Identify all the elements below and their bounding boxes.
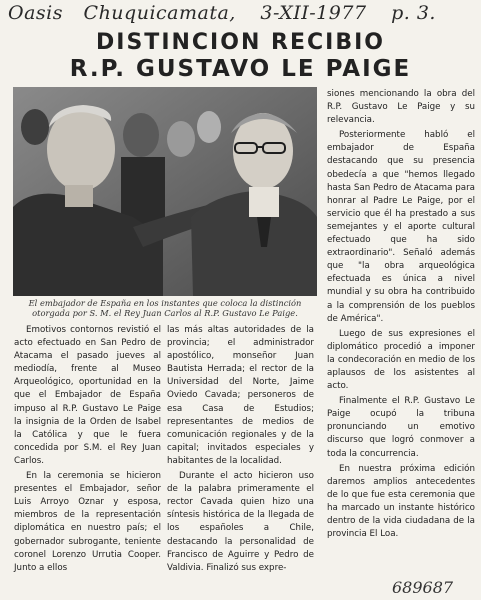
paragraph: Luego de sus expresiones el diplomático procedió a imponer la condecoración en medio de los aplausos de los asistentes al acto. xyxy=(327,328,475,392)
article-column-3 xyxy=(327,88,475,543)
handwritten-date: 3-XII-1977 xyxy=(260,2,367,24)
archive-number-stamp: 689687 xyxy=(392,578,454,597)
paragraph: siones mencionando la obra del R.P. Gustavo Le Paige y su relevancia. xyxy=(327,89,475,126)
handwritten-place: Chuquicamata, xyxy=(83,2,236,24)
handwritten-annotation xyxy=(8,2,478,28)
paragraph: Posteriormente habló el embajador de España destacando que su presencia obedecía a que "hemos llegado hasta San Pedro de Atacama para honrar al Padre Le Paige, por el servicio que él ha prestado a sus semejantes y el aporte cultural efectuado que ha sido extraordinario". Señaló además que "la obra arqueológica efectuada es única a nivel mundial y su obra ha contribuido a la comprensión de los pueblos de América". xyxy=(327,130,475,324)
headline-line-1: DISTINCION RECIBIO xyxy=(96,30,385,55)
handwritten-source: Oasis xyxy=(8,2,63,24)
paragraph: En la ceremonia se hicieron presentes el Embajador, señor Luis Arroyo Oznar y esposa, miembros de la representación diplomática en nuestro país; el gobernador subrogante, teniente coronel Lorenzo Urrutia Cooper. Junto a ellos xyxy=(14,471,161,573)
headline-line-2: R.P. GUSTAVO LE PAIGE xyxy=(69,56,412,82)
news-photo xyxy=(13,87,317,296)
paragraph: En nuestra próxima edición daremos amplios antecedentes de lo que fue esta ceremonia que ha marcado un instante histórico dentro de la vida ciudadana de la provincia El Loa. xyxy=(327,463,475,540)
article-column-2 xyxy=(167,324,314,577)
handwritten-page: p. 3. xyxy=(391,2,436,24)
paragraph: Finalmente el R.P. Gustavo Le Paige ocupó la tribuna pronunciando un emotivo discurso que logró conmover a toda la concurrencia. xyxy=(327,396,475,459)
paragraph: Durante el acto hicieron uso de la palabra primeramente el rector Cavada quien hizo una síntesis histórica de la llegada de los españoles a Chile, destacando la personalidad de Francisco de Aguirre y Pedro de Valdivia. Finalizó sus expre- xyxy=(167,471,314,573)
paragraph: Emotivos contornos revistió el acto efectuado en San Pedro de Atacama el pasado jueves al mediodía, frente al Museo Arqueológico, oportunidad en la que el Embajador de España impuso al R.P. Gustavo Le Paige la insignia de la Orden de Isabel la Católica y que le fuera concedida por S.M. el Rey Juan Carlos. xyxy=(14,325,161,466)
article-column-1 xyxy=(14,324,161,577)
photo-caption: El embajador de España en los instantes que coloca la distinción otorgada por S. M. el Rey Juan Carlos al R.P. Gustavo Le Paige. xyxy=(28,298,302,318)
paragraph: las más altas autoridades de la provincia; el administrador apostólico, monseñor Juan Bautista Herrada; el rector de la Universidad del Norte, Jaime Oviedo Cavada; personeros de esa Casa de Estudios; representantes de medios de comunicación regionales y de la capital; invitados especiales y habitantes de la localidad. xyxy=(167,325,314,466)
